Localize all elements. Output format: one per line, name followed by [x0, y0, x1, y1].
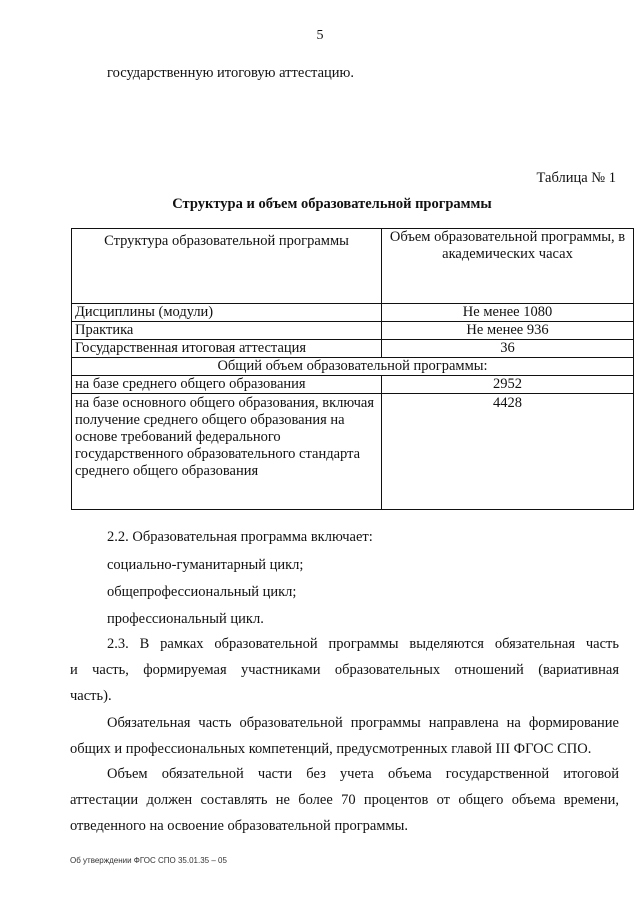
paragraph-obligatory-line: Обязательная часть образовательной программы направлена на формирование — [107, 715, 619, 731]
paragraph-volume-line: отведенного на освоение образовательной программы. — [70, 818, 409, 834]
table-row — [72, 394, 634, 510]
cycle-item: общепрофессиональный цикл; — [107, 584, 297, 600]
paragraph-2-2: 2.2. Образовательная программа включает: — [107, 529, 373, 545]
row-name: на базе среднего общего образования — [72, 376, 382, 394]
table-header-row — [72, 229, 634, 304]
row-value: 36 — [382, 340, 634, 358]
cycle-item: профессиональный цикл. — [107, 611, 264, 627]
row-value: Не менее 1080 — [382, 304, 634, 322]
footer-note: Об утверждении ФГОС СПО 35.01.35 – 05 — [70, 856, 227, 865]
table-row — [72, 322, 634, 340]
table-row — [72, 340, 634, 358]
paragraph-volume-line: аттестации должен составлять не более 70 процентов от общего объема времени, — [70, 792, 619, 808]
cycle-item: социально-гуманитарный цикл; — [107, 557, 304, 573]
total-label: Общий объем образовательной программы: — [72, 358, 634, 376]
table-row — [72, 304, 634, 322]
row-name: Дисциплины (модули) — [72, 304, 382, 322]
row-name: Практика — [72, 322, 382, 340]
table-row — [72, 376, 634, 394]
table-label: Таблица № 1 — [536, 170, 616, 186]
paragraph-2-3-line: часть). — [70, 688, 112, 704]
page-number: 5 — [316, 28, 324, 43]
paragraph-volume-line: Объем обязательной части без учета объема государственной итоговой — [107, 766, 619, 782]
structure-table — [71, 228, 634, 510]
header-structure: Структура образовательной программы — [72, 229, 382, 304]
table-total-row — [72, 358, 634, 376]
header-volume: Объем образовательной программы, в академических часах — [382, 229, 634, 304]
table-title: Структура и объем образовательной программы — [172, 196, 492, 212]
row-value: 2952 — [382, 376, 634, 394]
paragraph-2-3-line: 2.3. В рамках образовательной программы выделяются обязательная часть — [107, 636, 619, 652]
row-name: на базе основного общего образования, включая получение среднего общего образования на основе требований федерального государственного образовательного стандарта среднего общего образования — [72, 394, 382, 510]
row-value: 4428 — [382, 394, 634, 510]
row-value: Не менее 936 — [382, 322, 634, 340]
row-name: Государственная итоговая аттестация — [72, 340, 382, 358]
paragraph-2-3-line: и часть, формируемая участниками образовательных отношений (вариативная — [70, 662, 619, 678]
top-line: государственную итоговую аттестацию. — [107, 65, 354, 81]
paragraph-obligatory-line: общих и профессиональных компетенций, предусмотренных главой III ФГОС СПО. — [70, 741, 592, 757]
